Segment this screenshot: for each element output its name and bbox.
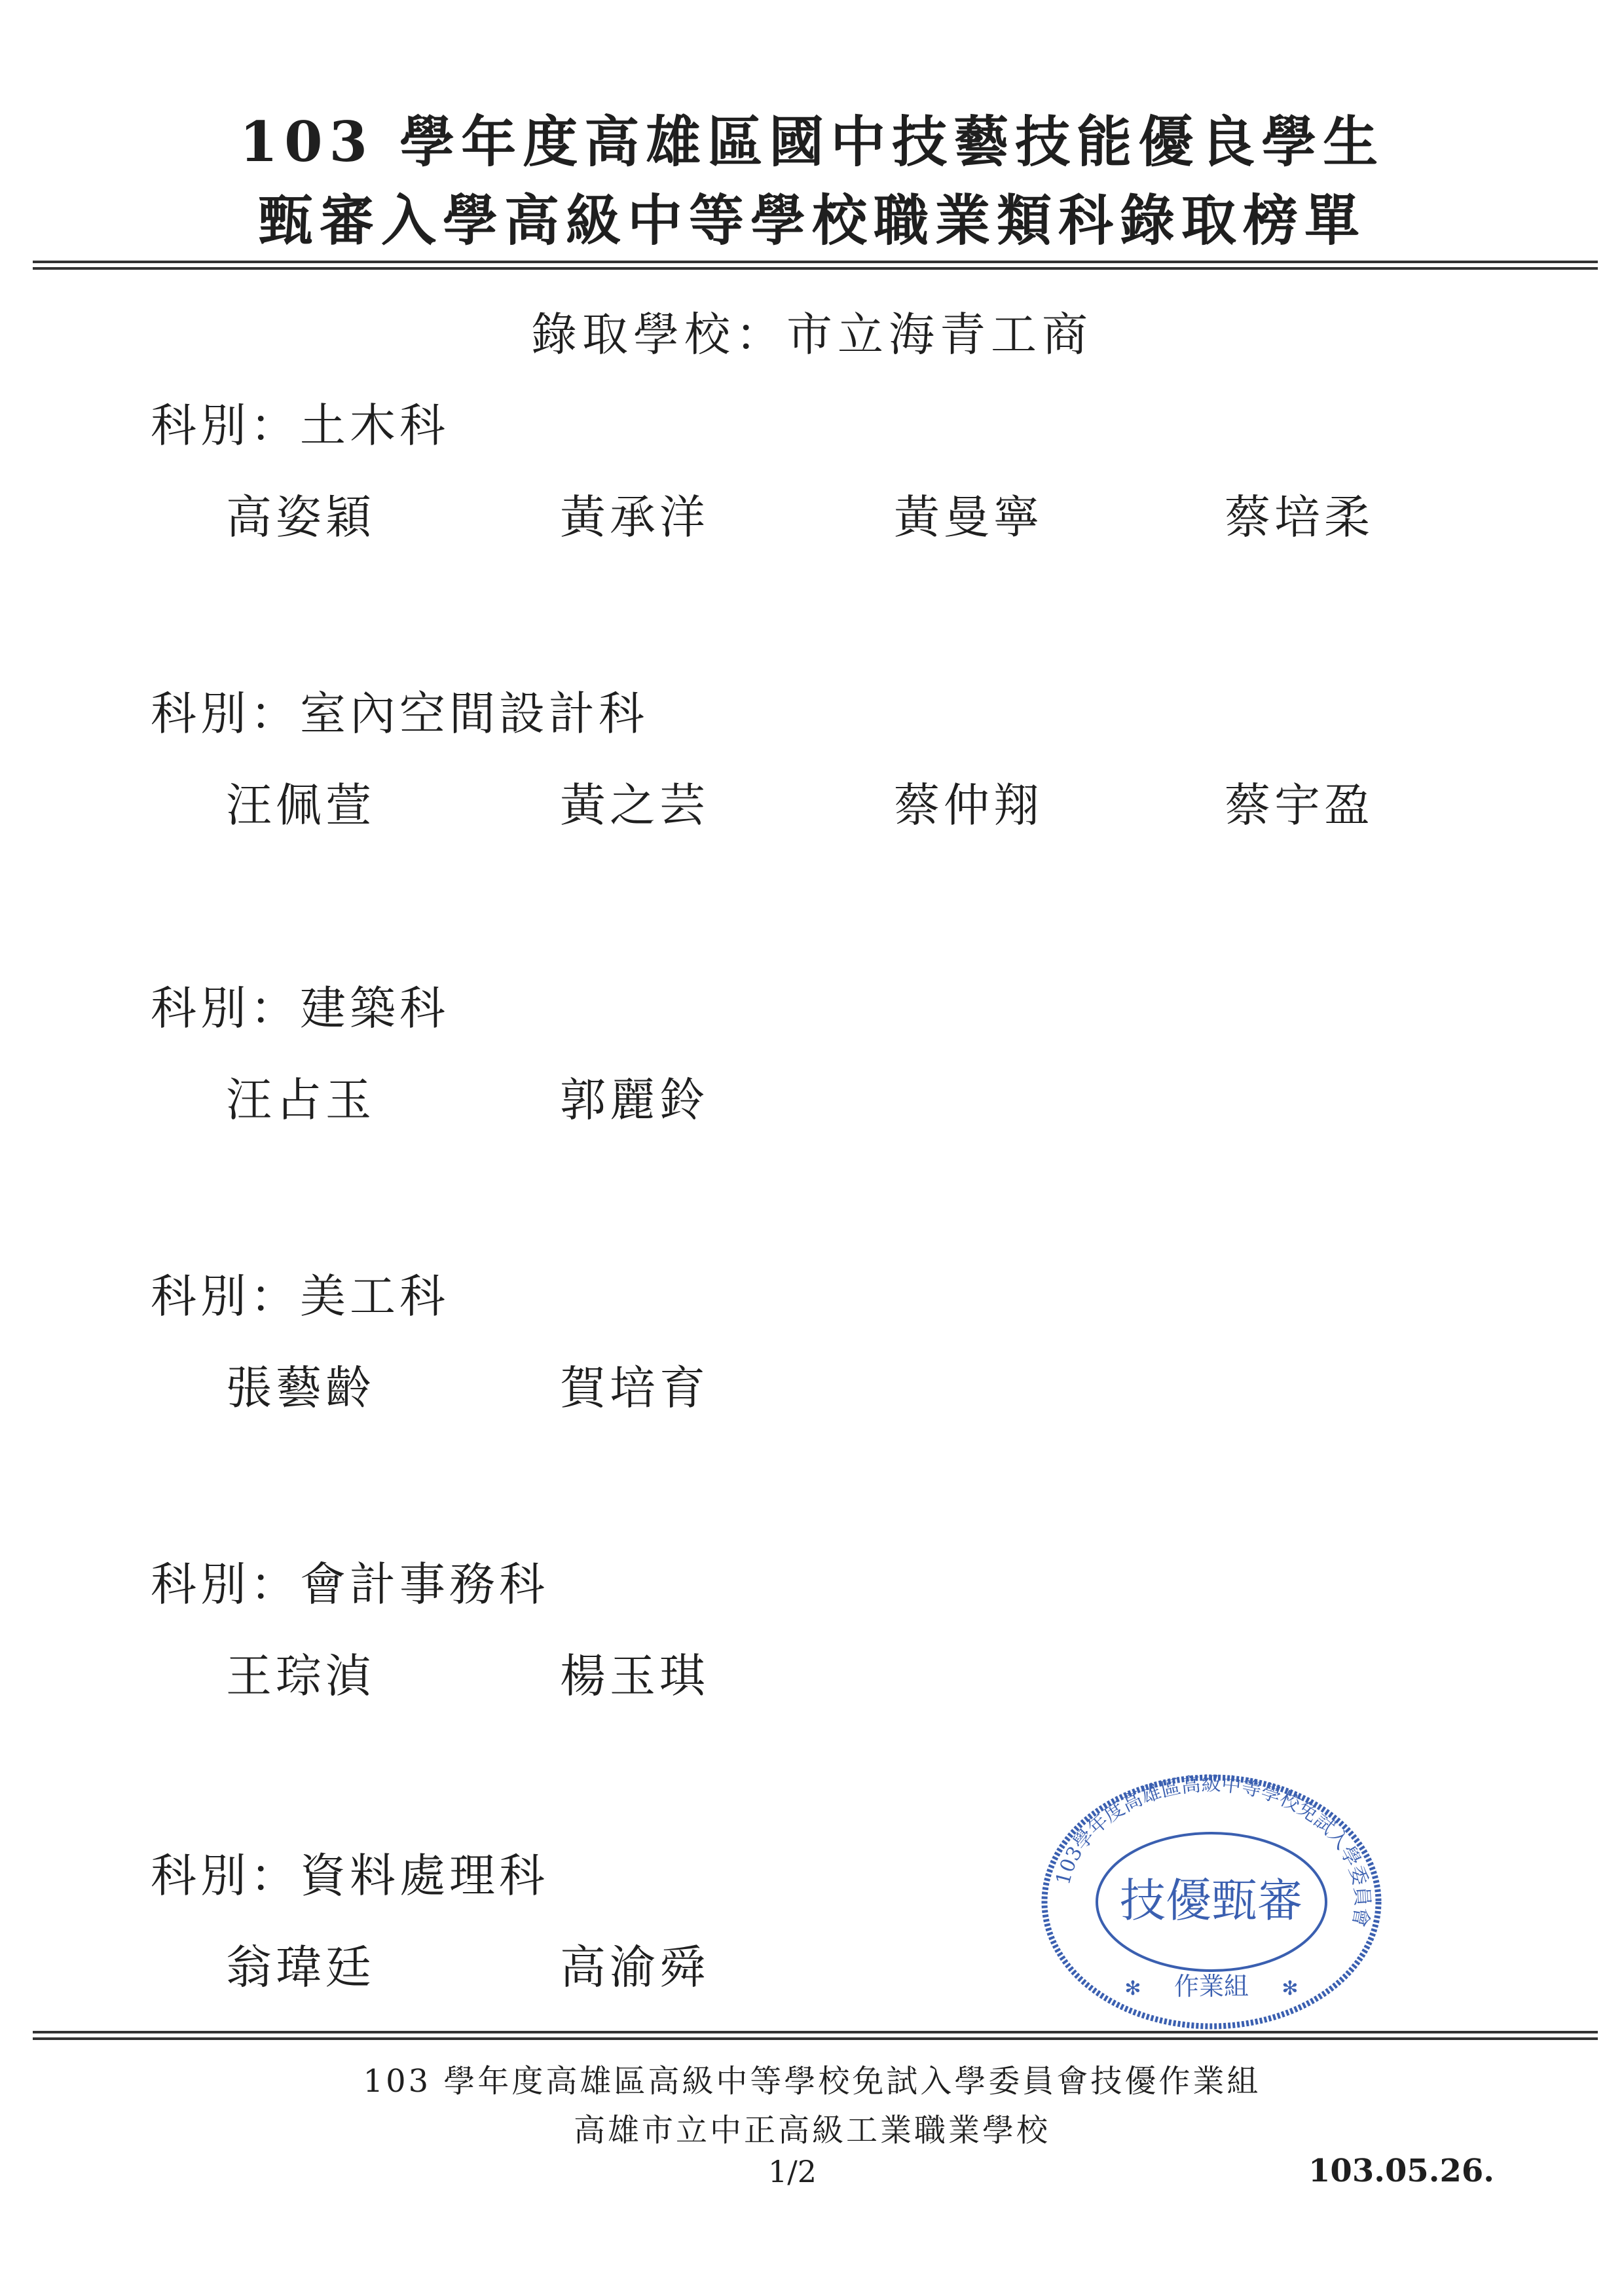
student-name: 蔡仲翔 xyxy=(894,778,1043,832)
official-seal-stamp xyxy=(1038,1771,1385,2033)
department-label: 科別：美工科 xyxy=(151,1269,449,1323)
department-section xyxy=(151,975,1526,1133)
seal-flower-icon: ✻ xyxy=(1282,1977,1299,2000)
student-name: 黃承洋 xyxy=(560,490,709,544)
department-section xyxy=(151,681,1526,838)
student-name: 汪佩萱 xyxy=(226,778,375,832)
student-name-list xyxy=(226,1643,1526,1709)
student-name-list xyxy=(226,1067,1526,1133)
department-label: 科別：土木科 xyxy=(151,399,449,452)
seal-ring-text: 103學年度高雄區高級中等學校免試入學委員會 xyxy=(1051,1772,1374,1929)
student-name-list xyxy=(226,773,1526,838)
student-name: 王琮湞 xyxy=(226,1649,375,1703)
department-label: 科別：會計事務科 xyxy=(151,1558,549,1611)
student-name: 翁瑋廷 xyxy=(226,1941,375,1994)
department-label: 科別：資料處理科 xyxy=(151,1849,549,1903)
department-label: 科別：室內空間設計科 xyxy=(151,687,648,740)
student-name: 蔡宇盈 xyxy=(1225,778,1374,832)
school-name: 市立海青工商 xyxy=(786,308,1093,361)
student-name-list xyxy=(226,1355,1526,1421)
footer-school: 高雄市立中正高級工業職業學校 xyxy=(573,2112,1050,2149)
department-section xyxy=(151,1264,1526,1421)
seal-center-text: 技優甄審 xyxy=(1120,1874,1303,1927)
department-label: 科別：建築科 xyxy=(151,981,449,1035)
footer-organization: 103 學年度高雄區高級中等學校免試入學委員會技優作業組 xyxy=(363,2063,1261,2100)
footer-date: 103.05.26. xyxy=(1308,2153,1494,2189)
page-number: 1/2 xyxy=(767,2154,817,2189)
student-name-list xyxy=(226,484,1526,550)
seal-flower-icon: ✻ xyxy=(1124,1977,1141,2000)
school-label: 錄取學校： xyxy=(531,308,786,361)
bottom-double-rule xyxy=(33,2031,1598,2040)
student-name: 郭麗鈴 xyxy=(560,1073,709,1127)
department-section xyxy=(151,393,1526,550)
student-name: 黃之芸 xyxy=(560,778,709,832)
student-name: 高渝舜 xyxy=(560,1941,709,1994)
top-double-rule xyxy=(33,261,1598,270)
admitted-school xyxy=(0,298,1624,364)
student-name: 高姿穎 xyxy=(226,490,375,544)
student-name: 蔡培柔 xyxy=(1225,490,1374,544)
seal-bottom-text: 作業組 xyxy=(1173,1972,1249,2001)
title-line-1: 103 學年度高雄區國中技藝技能優良學生 xyxy=(239,109,1385,174)
student-name: 楊玉琪 xyxy=(560,1649,709,1703)
student-name: 賀培育 xyxy=(560,1361,709,1415)
title-line-2: 甄審入學高級中等學校職業類科錄取榜單 xyxy=(257,188,1366,253)
student-name: 張藝齡 xyxy=(226,1361,375,1415)
department-section xyxy=(151,1552,1526,1709)
student-name: 汪占玉 xyxy=(226,1073,375,1127)
student-name: 黃曼寧 xyxy=(894,490,1043,544)
